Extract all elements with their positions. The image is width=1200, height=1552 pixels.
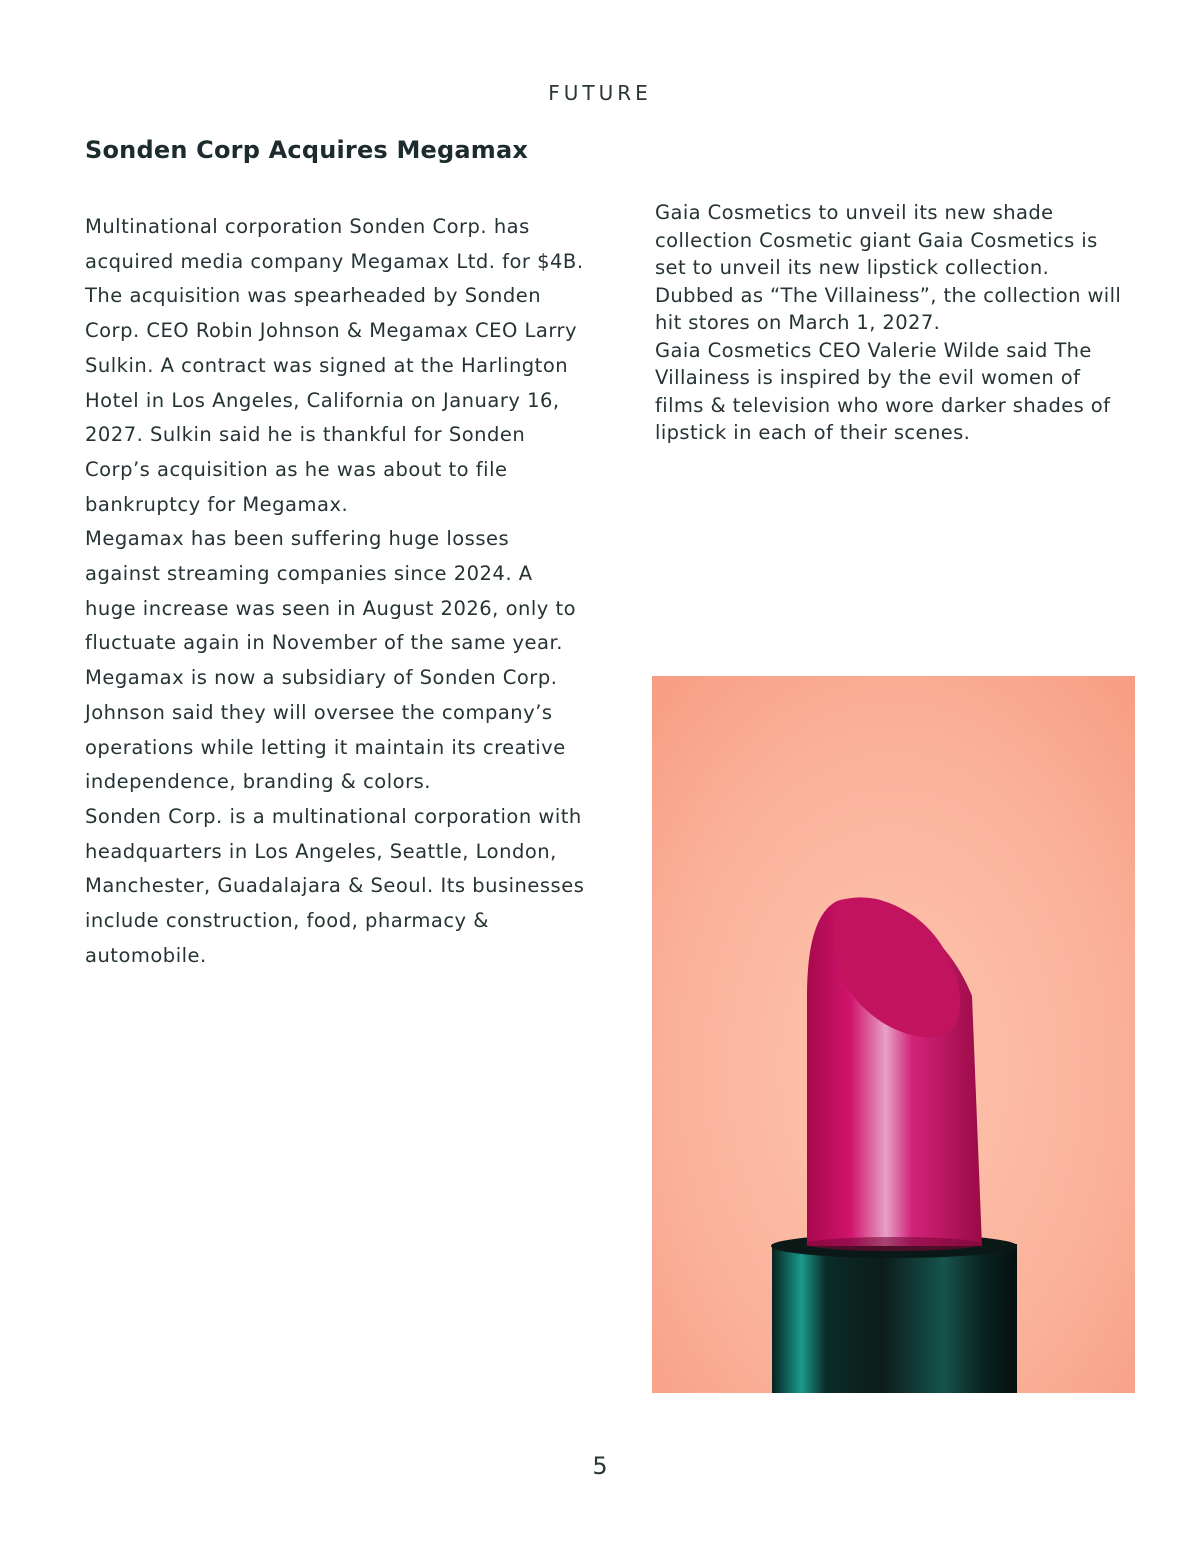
article-paragraph: Megamax has been suffering huge losses against streaming companies since 2024. A huge increase was seen in August 2026, only to fluctuate again in November of the same year. [85, 527, 577, 655]
sidebar-paragraph: Gaia Cosmetics CEO Valerie Wilde said The Villainess is inspired by the evil women of films & television who wore darker shades of lipstick in each of their scenes. [655, 338, 1111, 444]
lipstick-photo [652, 676, 1135, 1393]
article-paragraph: Multinational corporation Sonden Corp. has acquired media company Megamax Ltd. for $4B. [85, 215, 584, 273]
page-number: 5 [592, 1452, 608, 1480]
article-headline: Sonden Corp Acquires Megamax [85, 136, 529, 164]
article-paragraph: The acquisition was spearheaded by Sonden Corp. CEO Robin Johnson & Megamax CEO Larry Sulkin. A contract was signed at the Harlington Hotel in Los Angeles, California on January 16, 2027. Sulkin said he is thankful for Sonden Corp’s acquisition as he was about to file bankruptcy for Megamax. [85, 284, 578, 516]
sidebar-paragraph: Gaia Cosmetics to unveil its new shade collection Cosmetic giant Gaia Cosmetics is set to unveil its new lipstick collection. Dubbed as “The Villainess”, the collection will hit stores on March 1, 2027. [655, 201, 1122, 334]
section-label: FUTURE [548, 81, 652, 105]
article-paragraph: Sonden Corp. is a multinational corporation with headquarters in Los Angeles, Seattle, London, Manchester, Guadalajara & Seoul. Its businesses include construction, food, pharmacy & automobile. [85, 804, 585, 967]
article-paragraph: Megamax is now a subsidiary of Sonden Corp. Johnson said they will oversee the company’s operations while letting it maintain its creative independence, branding & colors. [85, 666, 566, 794]
sidebar-story [655, 199, 1125, 447]
article-body [85, 210, 585, 973]
